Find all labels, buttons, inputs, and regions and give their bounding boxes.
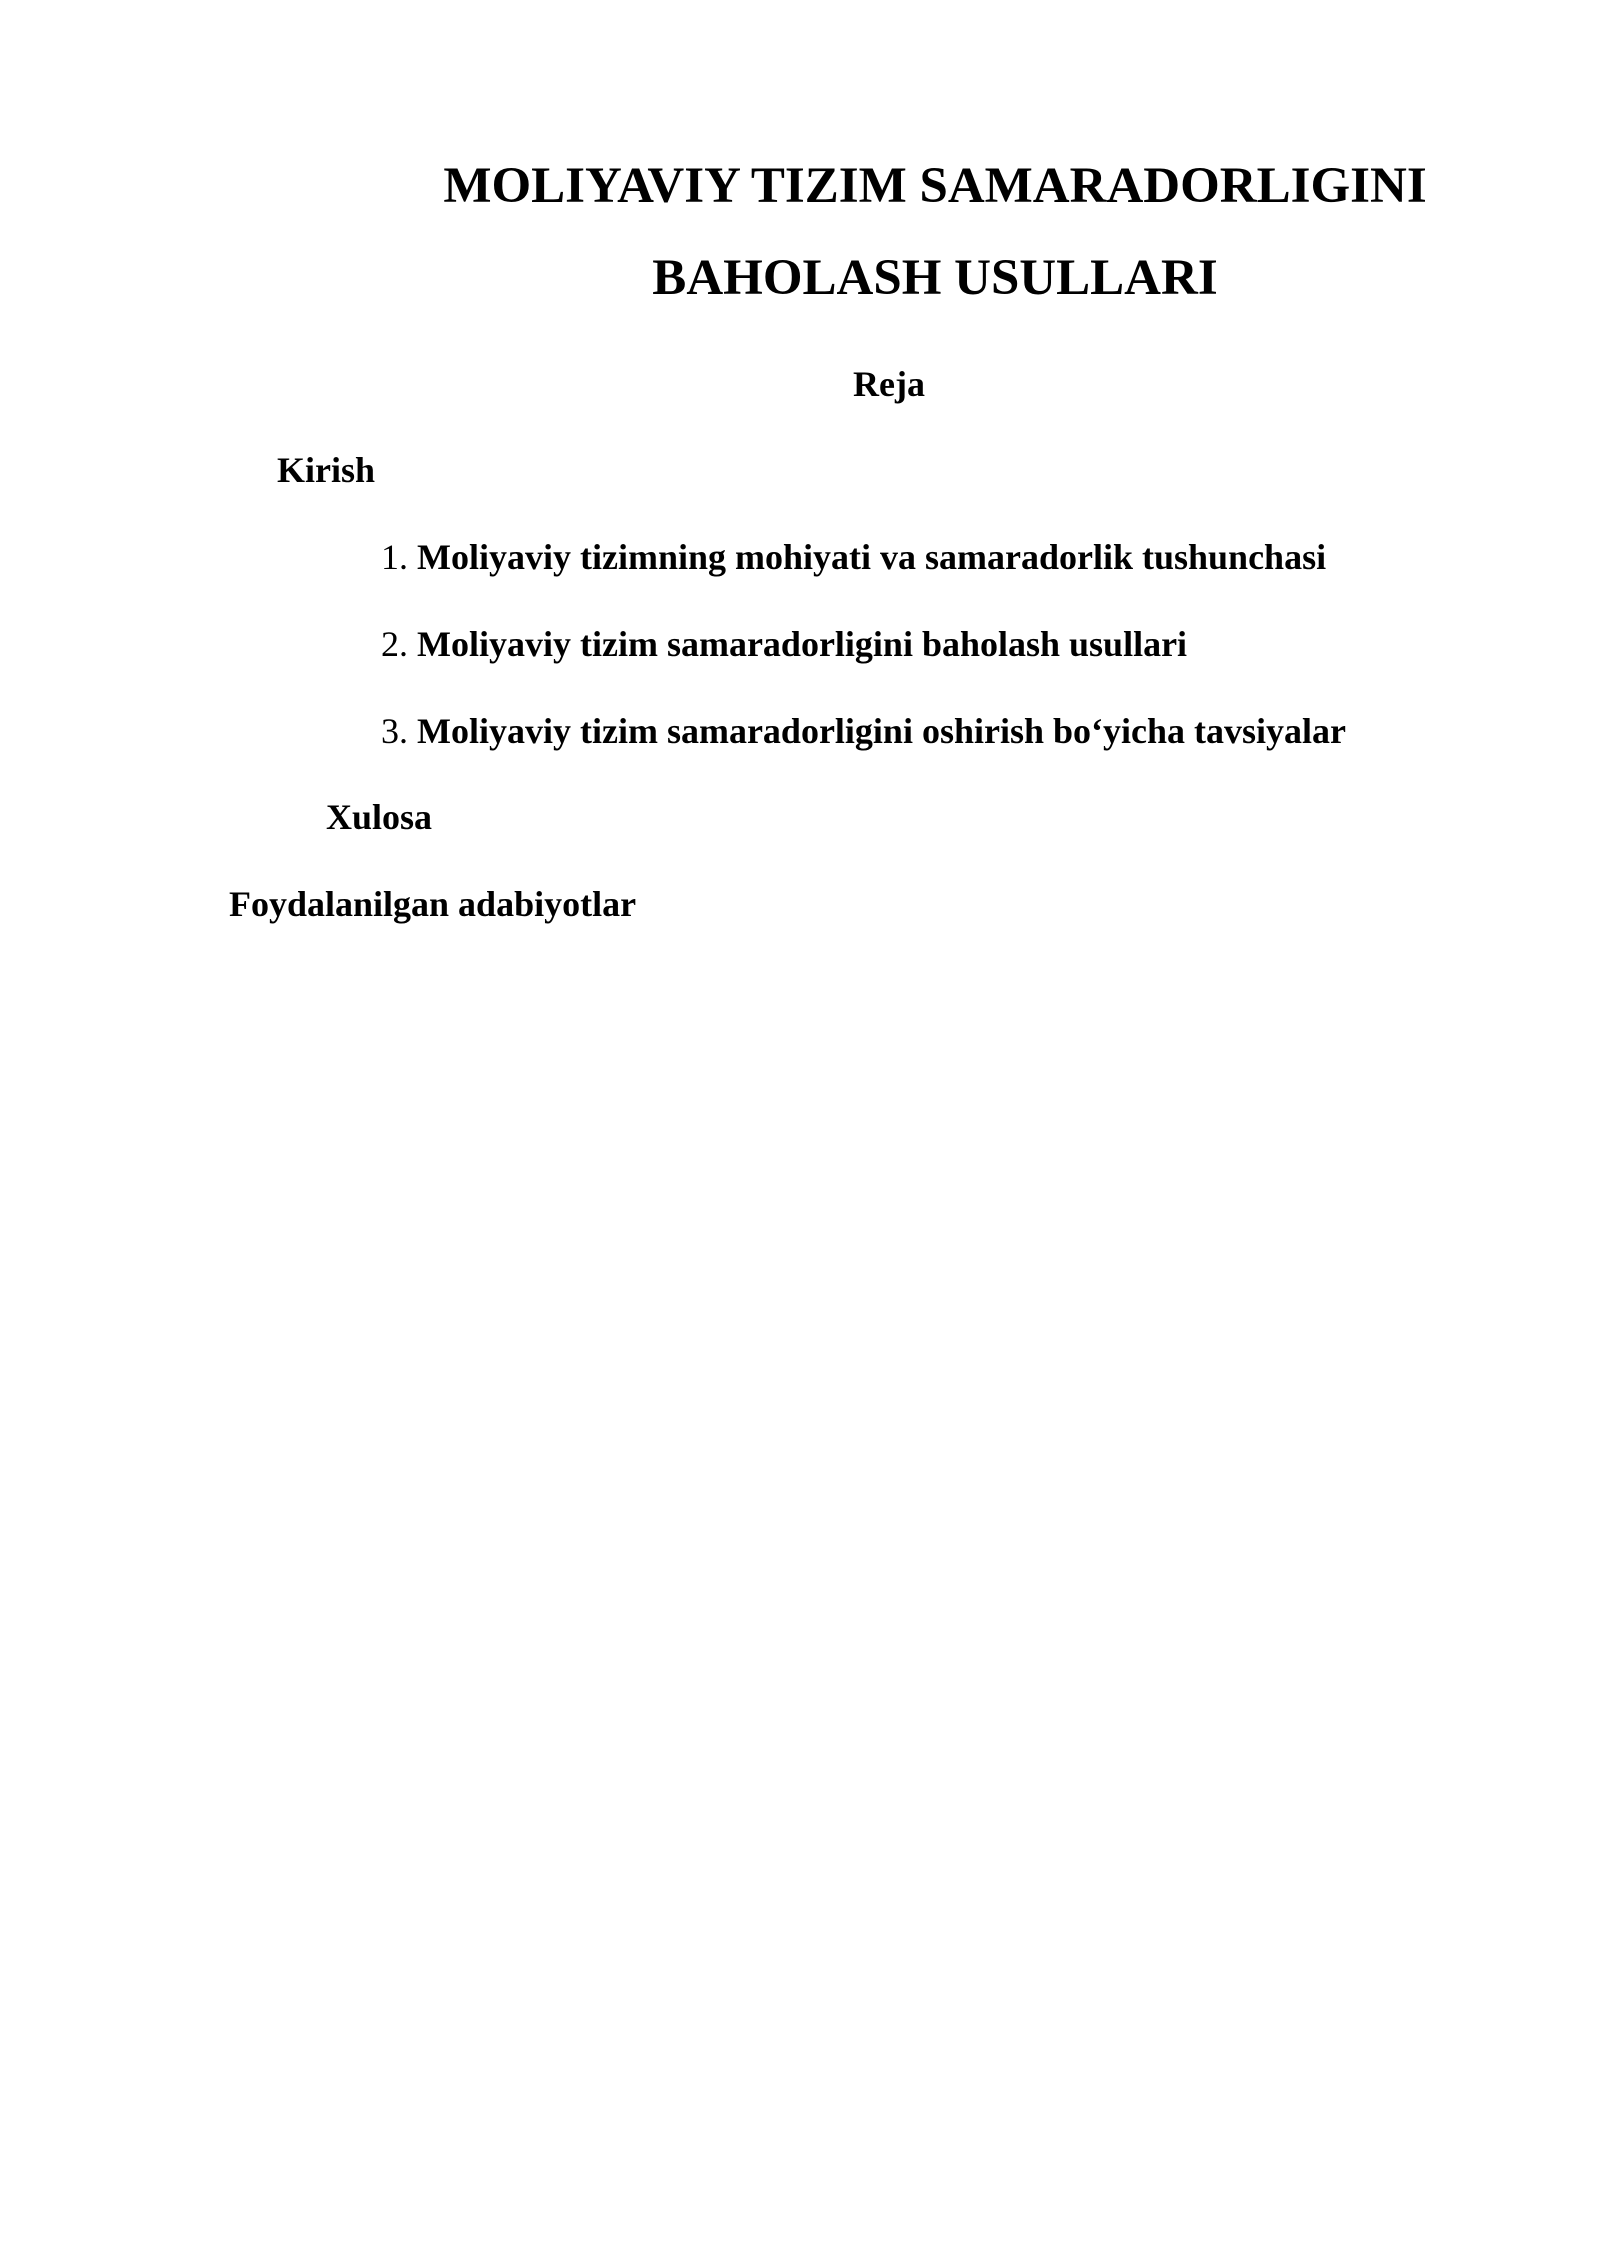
plan-item-text: Moliyaviy tizimning mohiyati va samaradorlik tushunchasi bbox=[417, 537, 1327, 577]
plan-item-text: Moliyaviy tizim samaradorligini baholash usullari bbox=[417, 624, 1188, 664]
plan-item-3 bbox=[381, 709, 1346, 753]
intro-heading: Kirish bbox=[277, 450, 376, 490]
plan-heading: Reja bbox=[853, 364, 925, 404]
plan-item-2 bbox=[381, 622, 1187, 666]
plan-item-1 bbox=[381, 535, 1326, 579]
document-title-line-2: BAHOLASH USULLARI bbox=[652, 250, 1218, 306]
document-title-line-1: MOLIYAVIY TIZIM SAMARADORLIGINI bbox=[443, 158, 1427, 214]
plan-item-number: 1. bbox=[381, 537, 408, 577]
references-heading: Foydalanilgan adabiyotlar bbox=[229, 884, 637, 924]
plan-item-number: 3. bbox=[381, 711, 408, 751]
plan-item-number: 2. bbox=[381, 624, 408, 664]
plan-item-text: Moliyaviy tizim samaradorligini oshirish bo‘yicha tavsiyalar bbox=[417, 711, 1346, 751]
conclusion-heading: Xulosa bbox=[326, 797, 433, 837]
